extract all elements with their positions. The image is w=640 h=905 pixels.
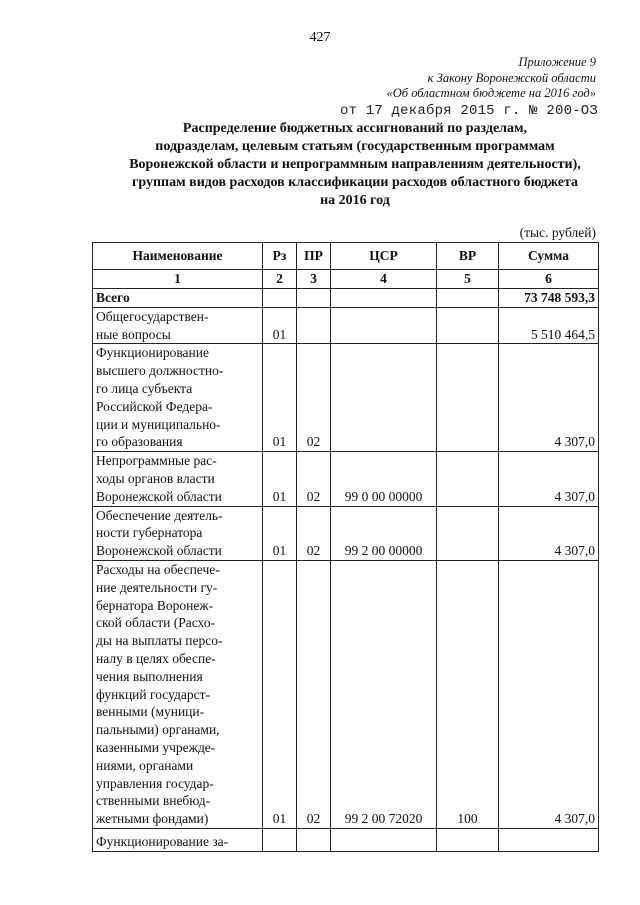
row-name-line: Общегосударствен- <box>96 308 209 324</box>
row-name-line: казенными учрежде- <box>96 739 216 755</box>
row-name-line: венными (муници- <box>96 704 205 720</box>
row-name-line: Расходы на обеспече- <box>96 561 220 577</box>
column-number: 6 <box>499 270 599 289</box>
empty-cell <box>263 289 297 308</box>
row-rz: 01 <box>263 344 297 452</box>
table-row <box>93 344 599 452</box>
row-pr: 02 <box>297 506 331 560</box>
table-row <box>93 560 599 828</box>
row-pr <box>297 307 331 344</box>
row-name-line: чения выполнения <box>96 668 203 684</box>
header-rz: Рз <box>263 243 297 270</box>
header-csr: ЦСР <box>331 243 437 270</box>
row-csr: 99 2 00 72020 <box>331 560 437 828</box>
column-number: 4 <box>331 270 437 289</box>
table-row <box>93 307 599 344</box>
row-name-line: Функционирование <box>96 345 209 361</box>
empty-cell <box>263 828 297 851</box>
row-vr <box>437 506 499 560</box>
row-name <box>93 560 263 828</box>
header-vr: ВР <box>437 243 499 270</box>
row-name <box>93 506 263 560</box>
appendix-reference <box>266 55 596 102</box>
header-name: Наименование <box>93 243 263 270</box>
row-rz: 01 <box>263 452 297 506</box>
row-name-line: го образования <box>96 434 183 450</box>
column-number: 2 <box>263 270 297 289</box>
row-name-line: ние деятельности гу- <box>96 579 218 595</box>
table-row-partial <box>93 828 599 851</box>
row-name-line: ниями, органами <box>96 757 194 773</box>
column-number: 1 <box>93 270 263 289</box>
page-number: 427 <box>309 30 331 45</box>
total-sum: 73 748 593,3 <box>499 289 599 308</box>
row-name-line: ды на выплаты персо- <box>96 633 223 649</box>
table-row <box>93 506 599 560</box>
appendix-line-2: к Закону Воронежской области <box>427 70 596 85</box>
row-name-line: ходы органов власти <box>96 470 215 486</box>
header-sum: Сумма <box>499 243 599 270</box>
row-name-line: жетными фондами) <box>96 811 209 827</box>
row-rz: 01 <box>263 307 297 344</box>
total-label: Всего <box>93 289 263 308</box>
empty-cell <box>499 828 599 851</box>
empty-cell <box>331 289 437 308</box>
row-vr <box>437 452 499 506</box>
row-vr <box>437 307 499 344</box>
header-pr: ПР <box>297 243 331 270</box>
column-number-row <box>93 270 599 289</box>
row-name-line: пальными) органами, <box>96 722 220 738</box>
row-rz: 01 <box>263 506 297 560</box>
row-sum: 4 307,0 <box>499 506 599 560</box>
row-name-line: бернатора Воронеж- <box>96 597 214 613</box>
appendix-line-1: Приложение 9 <box>518 55 596 69</box>
row-sum: 4 307,0 <box>499 560 599 828</box>
row-name-line: ности губернатора <box>96 525 203 541</box>
row-sum: 5 510 464,5 <box>499 307 599 344</box>
row-pr: 02 <box>297 560 331 828</box>
appendix-line-3: «Об областном бюджете на 2016 год» <box>386 86 596 100</box>
row-name <box>93 307 263 344</box>
header-row <box>93 243 599 270</box>
row-csr <box>331 344 437 452</box>
row-sum: 4 307,0 <box>499 452 599 506</box>
units-label: (тыс. рублей) <box>519 225 596 240</box>
row-name-line: Воронежской области <box>96 543 222 559</box>
row-name-line: ные вопросы <box>96 326 171 342</box>
row-csr: 99 0 00 00000 <box>331 452 437 506</box>
title-line-1: Распределение бюджетных ассигнований по разделам, <box>182 121 528 136</box>
row-rz: 01 <box>263 560 297 828</box>
row-name-line: ственными внебюд- <box>96 793 211 809</box>
title-line-5: на 2016 год <box>320 193 390 208</box>
row-name-line: высшего должностно- <box>96 363 224 379</box>
row-name-line: налу в целях обеспе- <box>96 650 216 666</box>
title-line-2: подразделам, целевым статьям (государственным программам <box>155 139 555 154</box>
row-name-line: Воронежской области <box>96 488 222 504</box>
row-name-line: Российской Федера- <box>96 398 213 414</box>
row-name <box>93 344 263 452</box>
title-line-3: Воронежской области и непрограммным направлениям деятельности), <box>129 157 581 172</box>
row-name-line: Непрограммные рас- <box>96 453 217 469</box>
table-row <box>93 452 599 506</box>
column-number: 5 <box>437 270 499 289</box>
empty-cell <box>437 828 499 851</box>
row-name-line: Обеспечение деятель- <box>96 507 223 523</box>
empty-cell <box>297 289 331 308</box>
row-name-line: ции и муниципально- <box>96 416 221 432</box>
decree-stamp: от 17 декабря 2015 г. № 200-ОЗ <box>339 103 598 119</box>
row-pr: 02 <box>297 452 331 506</box>
row-name-line: функций государст- <box>96 686 210 702</box>
total-row <box>93 289 599 308</box>
budget-table <box>92 242 599 852</box>
row-csr: 99 2 00 00000 <box>331 506 437 560</box>
empty-cell <box>297 828 331 851</box>
document-title <box>95 120 615 210</box>
row-name-line: го лица субъекта <box>96 380 193 396</box>
row-vr <box>437 344 499 452</box>
row-csr <box>331 307 437 344</box>
title-line-4: группам видов расходов классификации расходов областного бюджета <box>132 175 578 190</box>
row-name-line: управления государ- <box>96 775 214 791</box>
row-sum: 4 307,0 <box>499 344 599 452</box>
row-name-line: ской области (Расхо- <box>96 615 216 631</box>
row-name: Функционирование за- <box>93 828 263 851</box>
empty-cell <box>437 289 499 308</box>
row-vr: 100 <box>437 560 499 828</box>
column-number: 3 <box>297 270 331 289</box>
row-pr: 02 <box>297 344 331 452</box>
empty-cell <box>331 828 437 851</box>
row-name <box>93 452 263 506</box>
